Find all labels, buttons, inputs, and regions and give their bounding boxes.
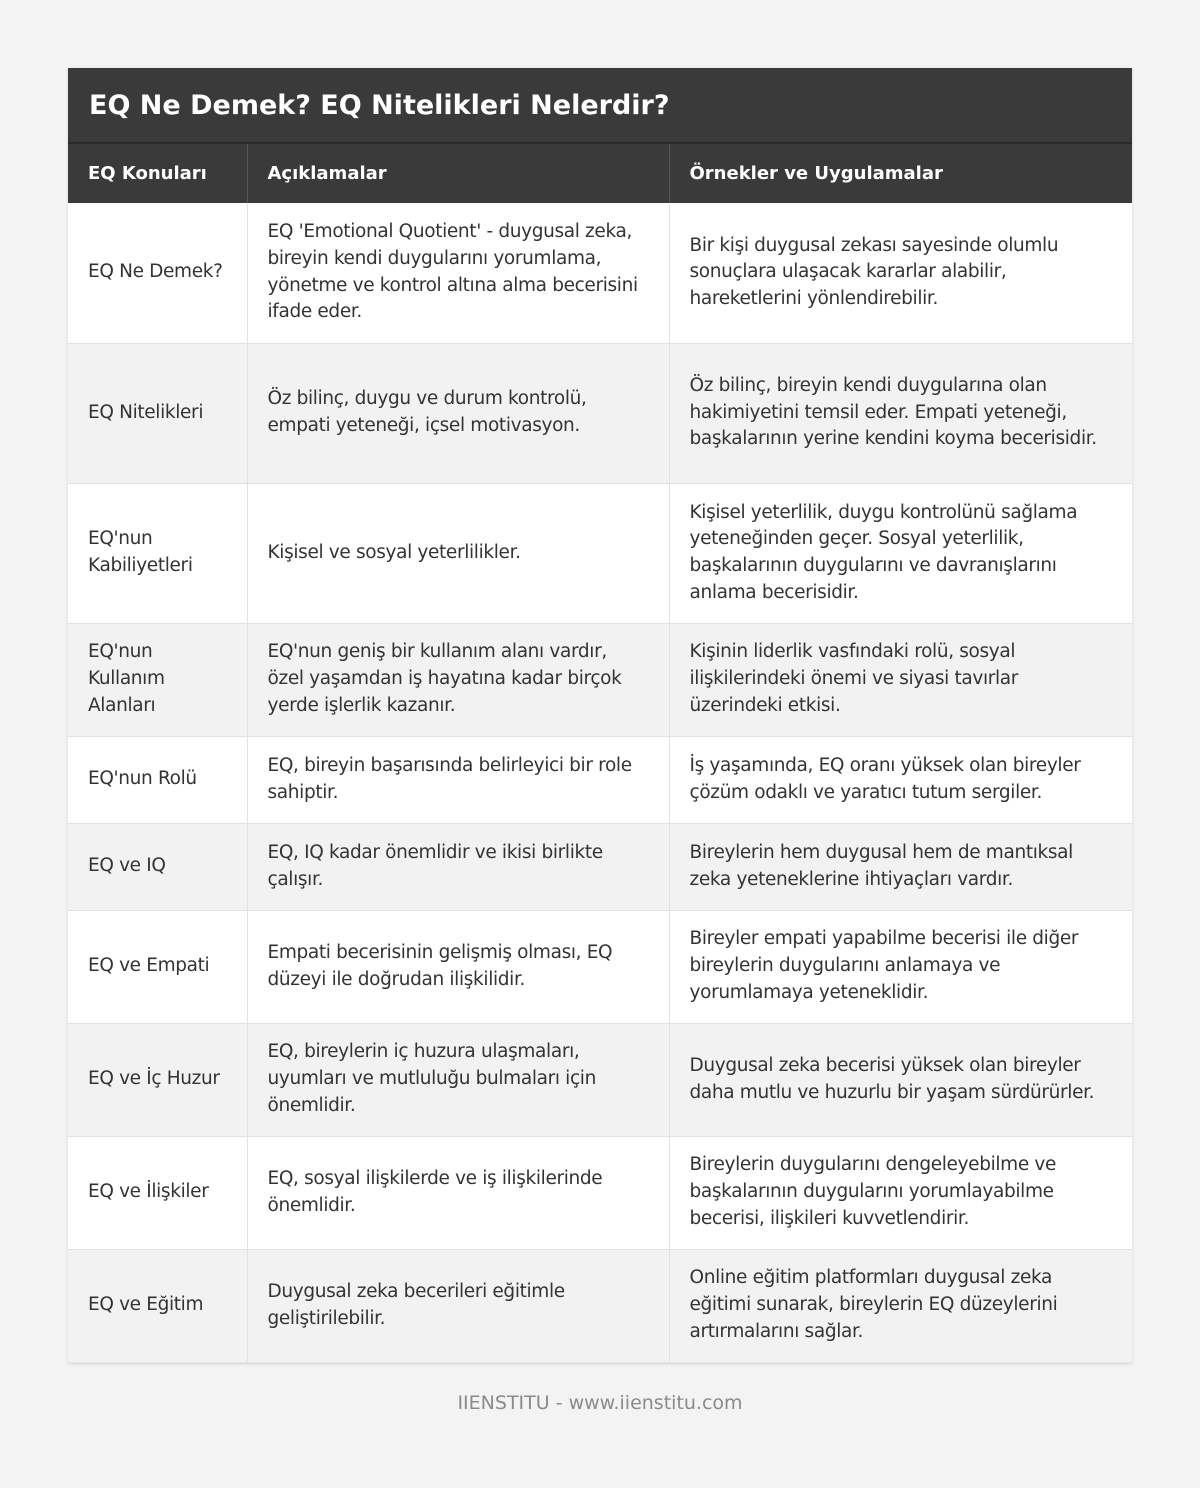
table-row	[68, 736, 1132, 823]
table-row	[68, 343, 1132, 483]
description-cell: EQ, IQ kadar önemlidir ve ikisi birlikte çalışır.	[247, 823, 669, 910]
eq-table	[68, 144, 1132, 1363]
example-cell: Kişisel yeterlilik, duygu kontrolünü sağlama yeteneğinden geçer. Sosyal yeterlilik, başkalarının duygularını ve davranışlarını anlama becerisidir.	[669, 483, 1132, 623]
table-row	[68, 910, 1132, 1023]
column-header-examples: Örnekler ve Uygulamalar	[669, 144, 1132, 203]
topic-cell: EQ'nun Kabiliyetleri	[68, 483, 247, 623]
table-row	[68, 483, 1132, 623]
description-cell: EQ, bireyin başarısında belirleyici bir role sahiptir.	[247, 736, 669, 823]
description-cell: EQ 'Emotional Quotient' - duygusal zeka, bireyin kendi duygularını yorumlama, yönetme ve kontrol altına alma becerisini ifade eder.	[247, 203, 669, 343]
topic-cell: EQ ve İlişkiler	[68, 1136, 247, 1249]
example-cell: Bireylerin hem duygusal hem de mantıksal zeka yeteneklerine ihtiyaçları vardır.	[669, 823, 1132, 910]
table-row	[68, 1249, 1132, 1362]
topic-cell: EQ'nun Rolü	[68, 736, 247, 823]
topic-cell: EQ Nitelikleri	[68, 343, 247, 483]
topic-cell: EQ ve Empati	[68, 910, 247, 1023]
table-title: EQ Ne Demek? EQ Nitelikleri Nelerdir?	[68, 68, 1132, 144]
description-cell: Empati becerisinin gelişmiş olması, EQ düzeyi ile doğrudan ilişkilidir.	[247, 910, 669, 1023]
description-cell: EQ, bireylerin iç huzura ulaşmaları, uyumları ve mutluluğu bulmaları için önemlidir.	[247, 1023, 669, 1136]
example-cell: Kişinin liderlik vasfındaki rolü, sosyal ilişkilerindeki önemi ve siyasi tavırlar üzerindeki etkisi.	[669, 623, 1132, 736]
table-card	[68, 68, 1132, 1363]
column-header-descriptions: Açıklamalar	[247, 144, 669, 203]
topic-cell: EQ Ne Demek?	[68, 203, 247, 343]
description-cell: Kişisel ve sosyal yeterlilikler.	[247, 483, 669, 623]
example-cell: Bireylerin duygularını dengeleyebilme ve başkalarının duygularını yorumlayabilme becerisi, ilişkileri kuvvetlendirir.	[669, 1136, 1132, 1249]
description-cell: Duygusal zeka becerileri eğitimle geliştirilebilir.	[247, 1249, 669, 1362]
example-cell: Bireyler empati yapabilme becerisi ile diğer bireylerin duygularını anlamaya ve yorumlamaya yeteneklidir.	[669, 910, 1132, 1023]
topic-cell: EQ'nun Kullanım Alanları	[68, 623, 247, 736]
table-row	[68, 1023, 1132, 1136]
topic-cell: EQ ve İç Huzur	[68, 1023, 247, 1136]
table-row	[68, 623, 1132, 736]
topic-cell: EQ ve IQ	[68, 823, 247, 910]
table-row	[68, 203, 1132, 343]
description-cell: EQ'nun geniş bir kullanım alanı vardır, özel yaşamdan iş hayatına kadar birçok yerde işlerlik kazanır.	[247, 623, 669, 736]
footer-credit: IIENSTITU - www.iienstitu.com	[457, 1392, 743, 1414]
table-header-row	[68, 144, 1132, 203]
example-cell: Online eğitim platformları duygusal zeka eğitimi sunarak, bireylerin EQ düzeylerini artırmalarını sağlar.	[669, 1249, 1132, 1362]
example-cell: Duygusal zeka becerisi yüksek olan bireyler daha mutlu ve huzurlu bir yaşam sürdürürler.	[669, 1023, 1132, 1136]
description-cell: EQ, sosyal ilişkilerde ve iş ilişkilerinde önemlidir.	[247, 1136, 669, 1249]
description-cell: Öz bilinç, duygu ve durum kontrolü, empati yeteneği, içsel motivasyon.	[247, 343, 669, 483]
column-header-topics: EQ Konuları	[68, 144, 247, 203]
table-row	[68, 823, 1132, 910]
topic-cell: EQ ve Eğitim	[68, 1249, 247, 1362]
example-cell: Bir kişi duygusal zekası sayesinde olumlu sonuçlara ulaşacak kararlar alabilir, hareketlerini yönlendirebilir.	[669, 203, 1132, 343]
table-row	[68, 1136, 1132, 1249]
example-cell: İş yaşamında, EQ oranı yüksek olan bireyler çözüm odaklı ve yaratıcı tutum sergiler.	[669, 736, 1132, 823]
example-cell: Öz bilinç, bireyin kendi duygularına olan hakimiyetini temsil eder. Empati yeteneği, başkalarının yerine kendini koyma becerisidir.	[669, 343, 1132, 483]
